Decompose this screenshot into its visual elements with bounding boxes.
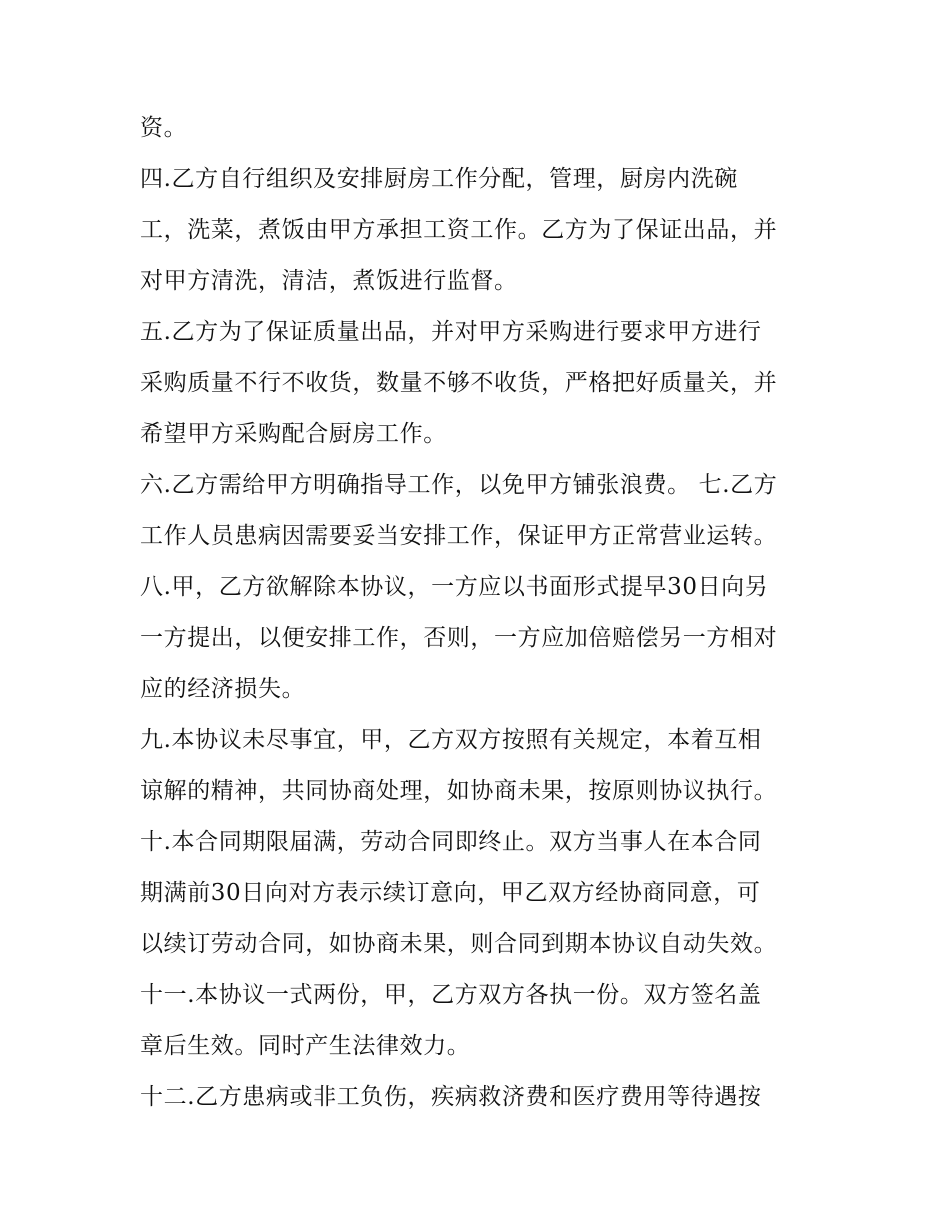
text-line: 采购质量不行不收货，数量不够不收货，严格把好质量关，并 bbox=[140, 370, 778, 396]
text-line: 章后生效。同时产生法律效力。 bbox=[140, 1033, 471, 1059]
clause-5-line: 五.乙方为了保证质量出品，并对甲方采购进行要求甲方进行 bbox=[140, 319, 762, 345]
clause-8-line: 八.甲，乙方欲解除本协议，一方应以书面形式提早30日向另 bbox=[140, 574, 769, 600]
text-line: 应的经济损失。 bbox=[140, 676, 306, 702]
clause-6-line: 六.乙方需给甲方明确指导工作，以免甲方铺张浪费。 七.乙方 bbox=[140, 472, 778, 498]
text-line: 对甲方清洗，清洁，煮饭进行监督。 bbox=[140, 268, 518, 294]
text-line: 资。 bbox=[140, 115, 188, 141]
text-line: 期满前30日向对方表示续订意向，甲乙双方经协商同意，可 bbox=[140, 880, 761, 906]
clause-12-line: 十二.乙方患病或非工负伤，疾病救济费和医疗费用等待遇按 bbox=[140, 1084, 762, 1110]
text-line: 一方提出，以便安排工作，否则，一方应加倍赔偿另一方相对 bbox=[140, 625, 778, 651]
text-line: 希望甲方采购配合厨房工作。 bbox=[140, 421, 447, 447]
text-line: 工，洗菜，煮饭由甲方承担工资工作。乙方为了保证出品，并 bbox=[140, 217, 778, 243]
text-line: 以续订劳动合同，如协商未果，则合同到期本协议自动失效。 bbox=[140, 931, 778, 957]
text-line: 谅解的精神，共同协商处理，如协商未果，按原则协议执行。 bbox=[140, 778, 778, 804]
clause-4-line: 四.乙方自行组织及安排厨房工作分配，管理，厨房内洗碗 bbox=[140, 166, 738, 192]
clause-10-line: 十.本合同期限届满，劳动合同即终止。双方当事人在本合同 bbox=[140, 829, 762, 855]
agreement-text bbox=[140, 106, 820, 1126]
text-line: 工作人员患病因需要妥当安排工作，保证甲方正常营业运转。 bbox=[140, 523, 778, 549]
clause-11-line: 十一.本协议一式两份，甲，乙方双方各执一份。双方签名盖 bbox=[140, 982, 762, 1008]
clause-9-line: 九.本协议未尽事宜，甲，乙方双方按照有关规定，本着互相 bbox=[140, 727, 762, 753]
